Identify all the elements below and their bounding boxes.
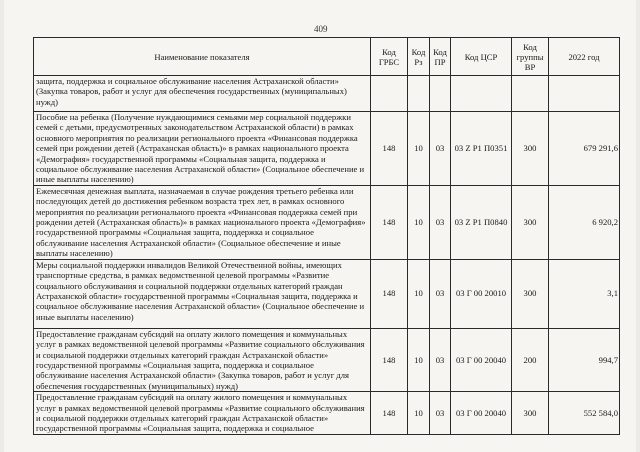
row-vr: 300	[512, 112, 549, 186]
header-csr: Код ЦСР	[451, 38, 512, 76]
row-grbs: 148	[371, 392, 408, 435]
row-amount: 3,1	[549, 259, 620, 328]
row-amount	[549, 76, 620, 112]
row-name: Ежемесячная денежная выплата, назначаемая в случае рождения третьего ребенка или последующих детей до достижения ребенком возраста трех лет, в рамках основного мероприятия по реализации регионального проекта «Финансовая поддержка семей при рождении детей (Астраханская область)» в рамках национального проекта «Демография» государственной программы «Социальная защита, поддержка и социальное обслуживание населения Астраханской области» (Социальное обеспечение и иные выплаты населению)	[34, 185, 371, 259]
header-year: 2022 год	[549, 38, 620, 76]
page-number: 409	[314, 24, 328, 34]
row-grbs: 148	[371, 112, 408, 186]
row-csr	[451, 76, 512, 112]
row-rz: 10	[408, 185, 430, 259]
row-grbs: 148	[371, 259, 408, 328]
row-vr	[512, 76, 549, 112]
row-csr: 03 Z P1 П0840	[451, 185, 512, 259]
row-pr: 03	[430, 112, 451, 186]
header-vr: Код группы ВР	[512, 38, 549, 76]
row-amount: 6 920,2	[549, 185, 620, 259]
table-row	[34, 328, 620, 391]
row-vr: 200	[512, 328, 549, 391]
row-rz: 10	[408, 328, 430, 391]
row-rz: 10	[408, 112, 430, 186]
row-grbs: 148	[371, 185, 408, 259]
row-pr: 03	[430, 328, 451, 391]
row-pr	[430, 76, 451, 112]
table-row	[34, 259, 620, 328]
row-vr: 300	[512, 259, 549, 328]
budget-table	[33, 37, 620, 435]
row-name: Предоставление гражданам субсидий на оплату жилого помещения и коммунальных услуг в рамках ведомственной целевой программы «Развитие социального обслуживания и социальной поддержки отдельных категорий граждан Астраханской области» государственной программы «Социальная защита, поддержка и социальное	[34, 392, 371, 435]
row-amount: 679 291,6	[549, 112, 620, 186]
document-page	[4, 0, 636, 452]
row-pr: 03	[430, 259, 451, 328]
table-row	[34, 392, 620, 435]
row-csr: 03 Г 00 20040	[451, 328, 512, 391]
row-rz: 10	[408, 392, 430, 435]
row-csr: 03 Г 00 20010	[451, 259, 512, 328]
header-pr: Код ПР	[430, 38, 451, 76]
table-row	[34, 112, 620, 186]
header-rz: Код Рз	[408, 38, 430, 76]
row-name: защита, поддержка и социальное обслуживание населения Астраханской области» (Закупка товаров, работ и услуг для обеспечения государственных (муниципальных) нужд)	[34, 76, 371, 112]
table-row	[34, 185, 620, 259]
row-grbs: 148	[371, 328, 408, 391]
header-grbs: Код ГРБС	[371, 38, 408, 76]
row-name: Предоставление гражданам субсидий на оплату жилого помещения и коммунальных услуг в рамках ведомственной целевой программы «Развитие социального обслуживания и социальной поддержки отдельных категорий граждан Астраханской области» государственной программы «Социальная защита, поддержка и социальное обслуживание населения Астраханской области» (Закупка товаров, работ и услуг для обеспечения государственных (муниципальных) нужд)	[34, 328, 371, 391]
row-csr: 03 Z P1 П0351	[451, 112, 512, 186]
row-rz: 10	[408, 259, 430, 328]
row-pr: 03	[430, 185, 451, 259]
row-vr: 300	[512, 392, 549, 435]
row-pr: 03	[430, 392, 451, 435]
row-rz	[408, 76, 430, 112]
row-amount: 552 584,0	[549, 392, 620, 435]
row-name: Пособие на ребенка (Получение нуждающимися семьями мер социальной поддержки семей с детьми, предусмотренных законодательством Астраханской области) в рамках основного мероприятия по реализации регионального проекта «Финансовая поддержка семей при рождении детей (Астраханская область)» в рамках национального проекта «Демография» государственной программы «Социальная защита, поддержка и социальное обслуживание населения Астраханской области» (Социальное обеспечение и иные выплаты населению)	[34, 112, 371, 186]
row-grbs	[371, 76, 408, 112]
table-row	[34, 76, 620, 112]
row-vr: 300	[512, 185, 549, 259]
row-amount: 994,7	[549, 328, 620, 391]
row-name: Меры социальной поддержки инвалидов Великой Отечественной войны, имеющих транспортные средства, в рамках ведомственной целевой программы «Развитие социального обслуживания и социальной поддержки отдельных категорий граждан Астраханской области» государственной программы «Социальная защита, поддержка и социальное обслуживание населения Астраханской области» (Социальное обеспечение и иные выплаты населению)	[34, 259, 371, 328]
table-header-row	[34, 38, 620, 76]
row-csr: 03 Г 00 20040	[451, 392, 512, 435]
header-name: Наименование показателя	[34, 38, 371, 76]
